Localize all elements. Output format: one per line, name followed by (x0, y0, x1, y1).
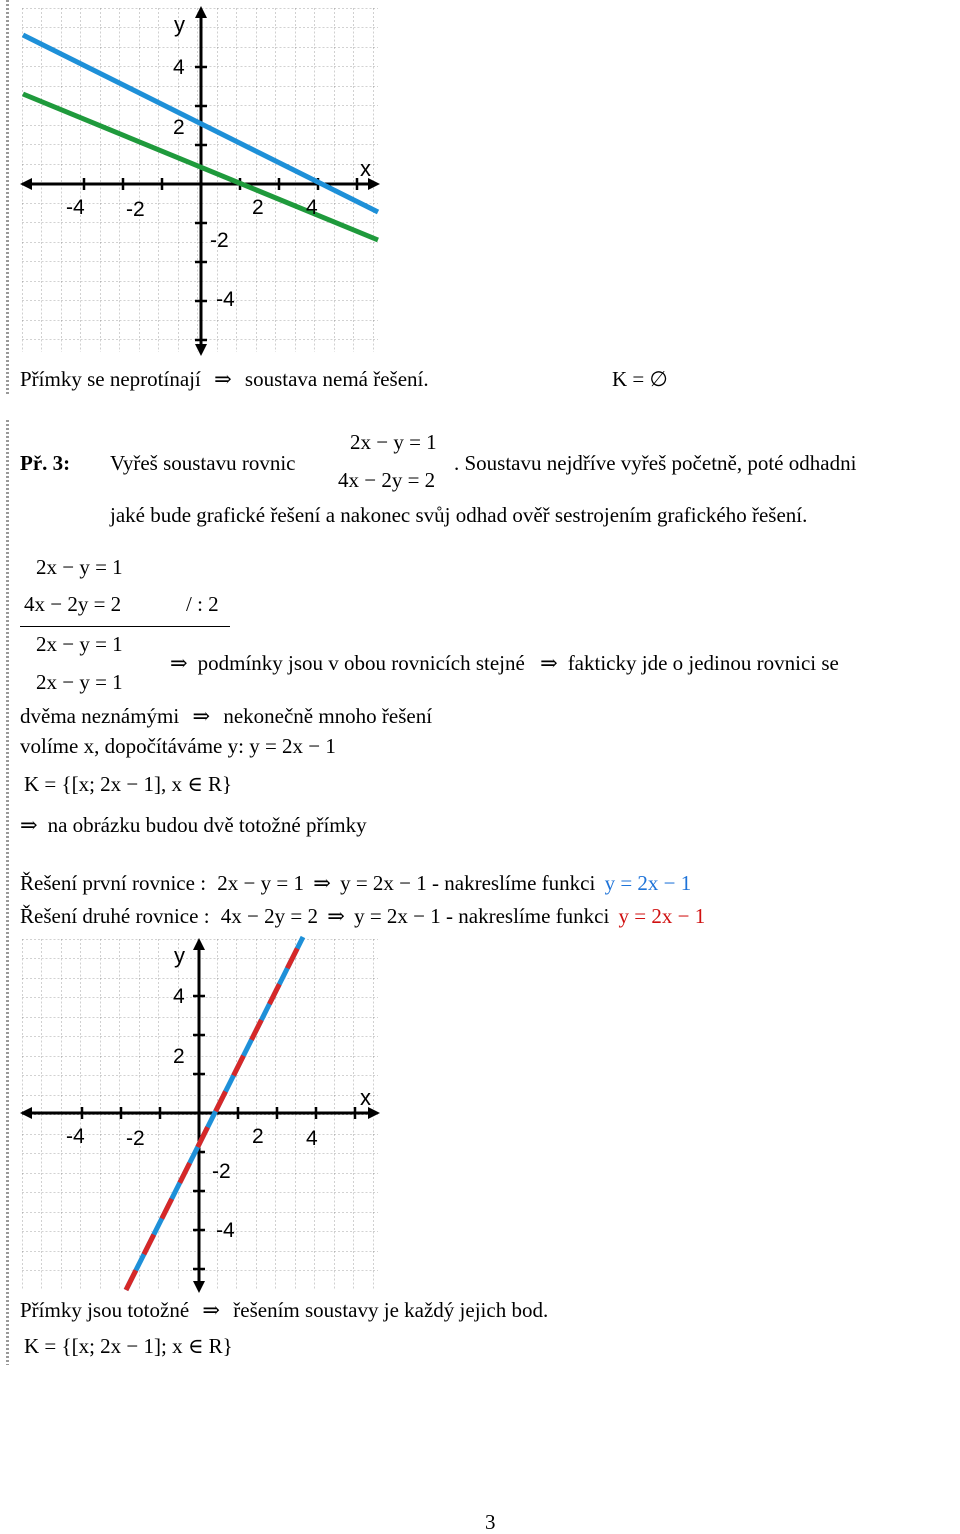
tick-label-x: -4 (66, 196, 85, 219)
first-equation-line: Řešení první rovnice : 2x − y = 1 ⇒ y = 2x − 1 - nakreslíme funkci y = 2x − 1 (20, 871, 692, 895)
solution-divider (20, 626, 230, 627)
solution-op: / : 2 (186, 592, 219, 616)
graph-parallel-lines (18, 4, 383, 356)
solution-k-set: K = {[x; 2x − 1], x ∈ R} (24, 772, 233, 796)
implies-icon: ⇒ (540, 651, 558, 675)
example-intro: Vyřeš soustavu rovnic (110, 451, 296, 475)
second-equation-line: Řešení druhé rovnice : 4x − 2y = 2 ⇒ y = 2x − 1 - nakreslíme funkci y = 2x − 1 (20, 904, 706, 928)
solution-eq1: 2x − y = 1 (36, 555, 123, 579)
tick-label-y: -2 (210, 229, 229, 252)
implies-icon: ⇒ (214, 367, 232, 391)
implies-icon: ⇒ (313, 871, 331, 895)
solution-eq2: 4x − 2y = 2 (24, 592, 122, 616)
system-eq1: 2x − y = 1 (350, 430, 437, 454)
tick-label-x: -4 (66, 1125, 85, 1148)
first-function: y = 2x − 1 (604, 871, 692, 895)
solution-reason: ⇒ podmínky jsou v obou rovnicích stejné ⇒ fakticky jde o jedinou rovnici se (170, 651, 839, 675)
axis-label-x: x (360, 156, 371, 181)
tick-label-x: 2 (252, 196, 264, 219)
solution-conclusion: ⇒ na obrázku budou dvě totožné přímky (20, 813, 367, 837)
statement-no-intersection: Přímky se neprotínají ⇒ soustava nemá řešení. (20, 367, 429, 391)
second-function: y = 2x − 1 (618, 904, 706, 928)
tick-label-x: -2 (126, 198, 145, 221)
solution-line-a: dvěma neznámými ⇒ nekonečně mnoho řešení (20, 704, 433, 728)
example-line2: jaké bude grafické řešení a nakonec svůj odhad ověř sestrojením grafického řešení. (110, 503, 808, 527)
example-label: Př. 3: (20, 451, 71, 475)
tick-label-y: -4 (216, 288, 235, 311)
implies-icon: ⇒ (20, 813, 38, 837)
tick-label-y: -4 (216, 1219, 235, 1242)
solution-line-b: volíme x, dopočítáváme y: y = 2x − 1 (20, 734, 336, 758)
tick-label-y: -2 (212, 1160, 231, 1183)
graph-identical-lines (18, 935, 383, 1295)
implies-icon: ⇒ (170, 651, 188, 675)
implies-icon: ⇒ (202, 1298, 221, 1322)
tick-label-x: 4 (306, 1127, 318, 1150)
page-number: 3 (485, 1510, 496, 1534)
tick-label-y: 4 (173, 56, 185, 79)
margin-bar (6, 0, 9, 395)
solution-eq4: 2x − y = 1 (36, 670, 123, 694)
final-k-set: K = {[x; 2x − 1]; x ∈ R} (24, 1334, 233, 1358)
tick-label-y: 2 (173, 116, 185, 139)
axis-label-y: y (174, 943, 185, 968)
margin-bar (6, 420, 9, 1365)
tick-label-y: 2 (173, 1045, 185, 1068)
implies-icon: ⇒ (192, 704, 211, 728)
axis-label-x: x (360, 1085, 371, 1110)
tick-label-x: 4 (306, 196, 318, 219)
implies-icon: ⇒ (327, 904, 345, 928)
tick-label-x: 2 (252, 1125, 264, 1148)
tick-label-y: 4 (173, 985, 185, 1008)
result-empty-set: K = ∅ (612, 367, 668, 391)
system-eq2: 4x − 2y = 2 (338, 468, 436, 492)
axis-label-y: y (174, 12, 185, 37)
solution-eq3: 2x − y = 1 (36, 632, 123, 656)
example-rest: . Soustavu nejdříve vyřeš početně, poté odhadni (454, 451, 857, 475)
tick-label-x: -2 (126, 1127, 145, 1150)
statement-identical: Přímky jsou totožné ⇒ řešením soustavy je každý jejich bod. (20, 1298, 549, 1322)
